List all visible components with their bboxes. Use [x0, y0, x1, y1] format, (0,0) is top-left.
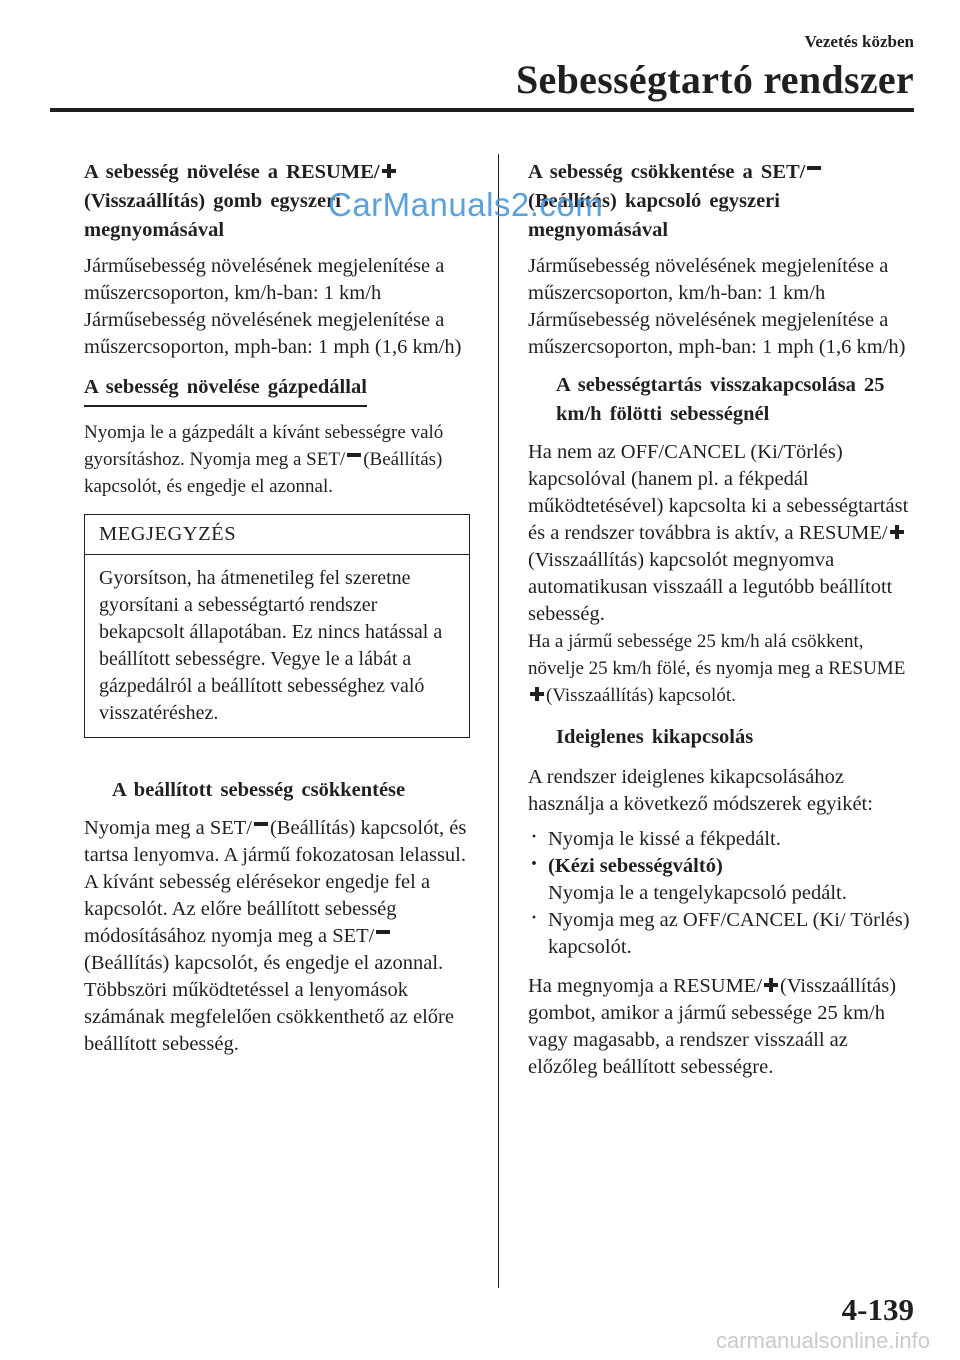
- header-rule: [50, 108, 914, 112]
- paragraph-text: Ha nem az OFF/CANCEL (Ki/Törlés) kapcsolóval (hanem pl. a fékpedál működtetésével) kapcsolta ki a sebességtartást és a rendszer továbbra is aktív, a RESUME/: [528, 441, 909, 544]
- minus-icon: [807, 166, 821, 170]
- paragraph-text: (Beállítás) kapcsolót, és tartsa lenyomva. A jármű fokozatosan lelassul. A kívánt sebesség elérésekor engedje fel a kapcsolót. Az előre beállított sebesség módosításához nyomja meg a SET/: [84, 817, 467, 947]
- watermark: CarManuals2.com: [328, 186, 604, 223]
- minus-icon: [254, 822, 268, 826]
- footer-watermark: carmanualsonline.info: [715, 1328, 930, 1353]
- paragraph-text: Nyomja le a gázpedált a kívánt sebességre való gyorsításhoz. Nyomja meg a SET/: [84, 422, 444, 470]
- page-title: Sebességtartó rendszer: [516, 57, 914, 102]
- minus-icon: [347, 453, 361, 457]
- header-section-label: Vezetés közben: [804, 32, 914, 51]
- plus-icon: [764, 978, 778, 992]
- paragraph-increment-display: Járműsebesség növelésének megjelenítése a műszercsoporton, km/h-ban: 1 km/h Járműsebesség növelésének megjelenítése a műszercsoporton, mph-ban: 1 mph (1,6 km/h): [84, 255, 462, 358]
- paragraph-text: (Beállítás) kapcsolót, és engedje el azonnal. Többszöri működtetéssel a lenyomások számának megfelelően csökkenthető az előre beállított sebesség.: [84, 952, 454, 1055]
- paragraph-resume-button: [528, 973, 920, 1081]
- heading-accelerator: [84, 373, 472, 407]
- paragraph-text: (Beállítás) kapcsolót, és engedje el azonnal.: [84, 449, 443, 497]
- heading-text: (Beállítás) kapcsoló egyszeri megnyomásával: [528, 190, 780, 241]
- plus-icon: [530, 687, 544, 701]
- heading-text: A sebesség növelése a RESUME/: [84, 161, 380, 183]
- paragraph-resume: [528, 439, 920, 628]
- paragraph-text: Nyomja meg a SET/: [84, 817, 252, 839]
- list-item: · Nyomja le kissé a fékpedált.: [528, 826, 920, 853]
- paragraph-text: (Visszaállítás) kapcsolót megnyomva automatikusan visszaáll a legutóbb beállított sebesség.: [528, 549, 893, 625]
- heading-temporary-off: Ideiglenes kikapcsolás: [556, 726, 754, 748]
- heading-resume-above-25: A sebességtartás visszakapcsolása 25 km/h fölötti sebességnél: [556, 374, 885, 425]
- list-item-detail: Nyomja le a tengelykapcsoló pedált.: [548, 882, 847, 904]
- page-number: 4-139: [841, 1292, 914, 1327]
- list-item: · (Kézi sebességváltó): [528, 853, 920, 880]
- note-box: [84, 514, 470, 738]
- list-item: · Nyomja meg az OFF/CANCEL (Ki/ Törlés) kapcsolót.: [528, 907, 920, 961]
- minus-icon: [376, 930, 390, 934]
- paragraph-text: (Visszaállítás) gombot, amikor a jármű sebessége 25 km/h vagy magasabb, a rendszer visszaáll az előzőleg beállított sebességre.: [528, 975, 897, 1078]
- plus-icon: [382, 164, 396, 178]
- note-title: MEGJEGYZÉS: [85, 515, 469, 555]
- paragraph-below-25: [528, 628, 920, 709]
- bullet-list: [528, 826, 920, 961]
- heading-text: A sebesség csökkentése a SET/: [528, 161, 806, 183]
- paragraph-text: Ha a jármű sebessége 25 km/h alá csökkent, növelje 25 km/h fölé, és nyomja meg a RESUME: [528, 631, 906, 679]
- column-divider: [498, 154, 499, 1288]
- note-body: Gyorsítson, ha átmenetileg fel szeretne gyorsítani a sebességtartó rendszer bekapcsolt állapotában. Ez nincs hatással a beállított sebességre. Vegye le a lábát a gázpedálról a beállított sebességhez való visszatéréshez.: [99, 567, 443, 724]
- plus-icon: [890, 525, 904, 539]
- heading-decrease-set-speed: A beállított sebesség csökkentése: [112, 779, 406, 801]
- right-column: [528, 158, 920, 1081]
- paragraph-text: (Visszaállítás) kapcsolót.: [546, 685, 736, 706]
- paragraph-decrement-display: Járműsebesség növelésének megjelenítése a műszercsoporton, km/h-ban: 1 km/h Járműsebesség növelésének megjelenítése a műszercsoporton, mph-ban: 1 mph (1,6 km/h): [528, 255, 906, 358]
- heading-text: A sebesség növelése gázpedállal: [84, 373, 367, 407]
- heading-text: (Visszaállítás) gomb egyszeri megnyomásával: [84, 190, 341, 241]
- paragraph-text: Ha megnyomja a RESUME/: [528, 975, 763, 997]
- left-column: [84, 158, 472, 1058]
- paragraph-temporary-off: A rendszer ideiglenes kikapcsolásához használja a következő módszerek egyikét:: [528, 766, 873, 815]
- paragraph-decrease: [84, 815, 472, 1058]
- paragraph-accelerator: [84, 419, 472, 500]
